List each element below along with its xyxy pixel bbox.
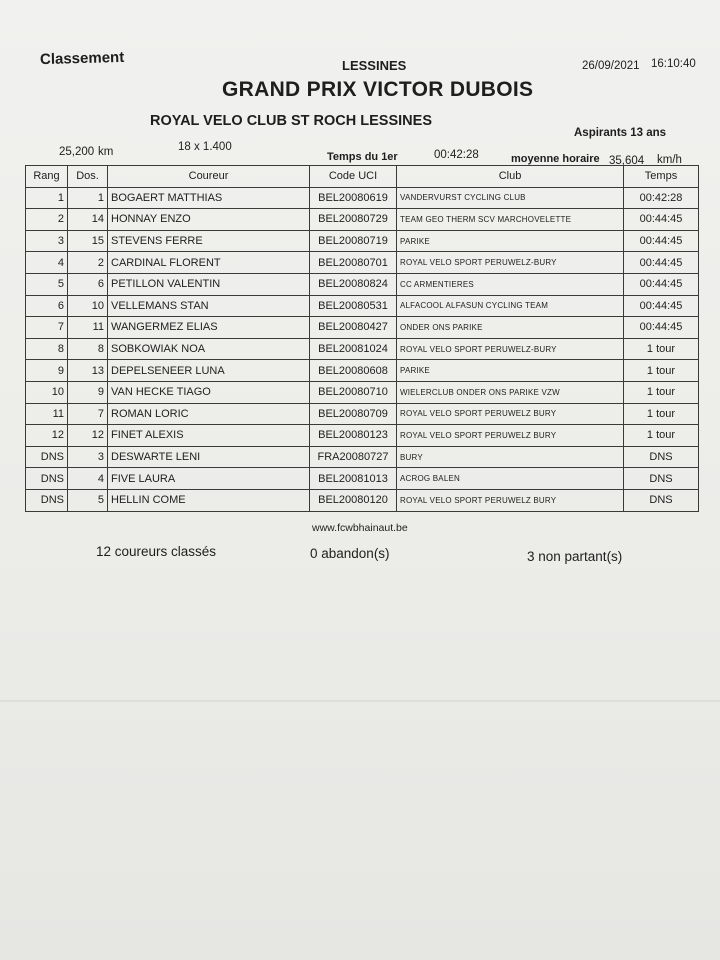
race-category: Aspirants 13 ans	[574, 127, 667, 139]
cell-bib: 12	[68, 425, 108, 447]
document-label: Classement	[39, 48, 125, 69]
average-speed-label: moyenne horaire	[511, 153, 600, 165]
cell-time: 00:44:45	[624, 230, 699, 252]
cell-rider: PETILLON VALENTIN	[108, 273, 310, 295]
table-row	[26, 446, 699, 468]
cell-uci-code: BEL20081013	[310, 468, 397, 490]
cell-bib: 9	[68, 381, 108, 403]
cell-time: 00:44:45	[624, 317, 699, 339]
cell-bib: 5	[68, 489, 108, 511]
cell-rank: 2	[26, 209, 68, 231]
cell-rank: 5	[26, 273, 68, 295]
cell-time: 1 tour	[624, 360, 699, 382]
cell-bib: 8	[68, 338, 108, 360]
table-row	[26, 187, 699, 209]
cell-rank: 9	[26, 360, 68, 382]
cell-uci-code: BEL20080709	[310, 403, 397, 425]
cell-rank: DNS	[26, 468, 68, 490]
cell-bib: 7	[68, 403, 108, 425]
cell-bib: 14	[68, 209, 108, 231]
print-time: 16:10:40	[651, 58, 696, 70]
cell-club: TEAM GEO THERM SCV MARCHOVELETTE	[397, 209, 624, 231]
column-header-rider: Coureur	[108, 166, 310, 188]
winner-time-label: Temps du 1er	[327, 151, 398, 163]
table-row	[26, 489, 699, 511]
race-location: LESSINES	[342, 58, 407, 73]
cell-time: 00:44:45	[624, 273, 699, 295]
cell-time: 00:42:28	[624, 187, 699, 209]
average-speed-value: 35,604	[609, 155, 645, 167]
cell-uci-code: BEL20081024	[310, 338, 397, 360]
cell-rider: CARDINAL FLORENT	[108, 252, 310, 274]
federation-website: www.fcwbhainaut.be	[312, 522, 408, 534]
cell-time: 1 tour	[624, 338, 699, 360]
cell-club: ROYAL VELO SPORT PERUWELZ BURY	[397, 489, 624, 511]
cell-time: 1 tour	[624, 381, 699, 403]
cell-rank: 8	[26, 338, 68, 360]
cell-rider: FIVE LAURA	[108, 468, 310, 490]
cell-club: PARIKE	[397, 230, 624, 252]
cell-club: ROYAL VELO SPORT PERUWELZ BURY	[397, 403, 624, 425]
lap-count: 18 x 1.400	[178, 141, 232, 153]
race-title: GRAND PRIX VICTOR DUBOIS	[222, 78, 534, 101]
cell-time: 1 tour	[624, 425, 699, 447]
cell-uci-code: BEL20080719	[310, 230, 397, 252]
table-row	[26, 381, 699, 403]
cell-rank: 11	[26, 403, 68, 425]
cell-uci-code: BEL20080120	[310, 489, 397, 511]
distance-unit: km	[98, 146, 114, 158]
column-header-club: Club	[397, 166, 624, 188]
column-header-time: Temps	[624, 166, 699, 188]
cell-rank: 10	[26, 381, 68, 403]
cell-rank: 3	[26, 230, 68, 252]
cell-bib: 10	[68, 295, 108, 317]
cell-bib: 1	[68, 187, 108, 209]
cell-rank: 4	[26, 252, 68, 274]
cell-time: DNS	[624, 446, 699, 468]
cell-bib: 3	[68, 446, 108, 468]
cell-bib: 2	[68, 252, 108, 274]
paper-fold	[0, 700, 720, 702]
cell-club: ACROG BALEN	[397, 468, 624, 490]
table-row	[26, 425, 699, 447]
cell-rank: 7	[26, 317, 68, 339]
cell-bib: 11	[68, 317, 108, 339]
cell-uci-code: BEL20080710	[310, 381, 397, 403]
cell-rider: WANGERMEZ ELIAS	[108, 317, 310, 339]
cell-time: DNS	[624, 468, 699, 490]
cell-rider: ROMAN LORIC	[108, 403, 310, 425]
cell-rider: HELLIN COME	[108, 489, 310, 511]
cell-club: PARIKE	[397, 360, 624, 382]
cell-club: BURY	[397, 446, 624, 468]
cell-time: 00:44:45	[624, 209, 699, 231]
cell-uci-code: BEL20080701	[310, 252, 397, 274]
table-row	[26, 209, 699, 231]
table-row	[26, 295, 699, 317]
table-row	[26, 252, 699, 274]
cell-uci-code: BEL20080619	[310, 187, 397, 209]
cell-bib: 15	[68, 230, 108, 252]
cell-rider: STEVENS FERRE	[108, 230, 310, 252]
column-header-rank: Rang	[26, 166, 68, 188]
cell-uci-code: BEL20080608	[310, 360, 397, 382]
cell-club: ALFACOOL ALFASUN CYCLING TEAM	[397, 295, 624, 317]
results-table	[25, 165, 699, 512]
cell-club: WIELERCLUB ONDER ONS PARIKE VZW	[397, 381, 624, 403]
cell-rider: VAN HECKE TIAGO	[108, 381, 310, 403]
table-row	[26, 317, 699, 339]
results-body	[26, 187, 699, 511]
table-header-row	[26, 166, 699, 188]
cell-time: 00:44:45	[624, 295, 699, 317]
print-date: 26/09/2021	[582, 60, 640, 72]
cell-rider: VELLEMANS STAN	[108, 295, 310, 317]
cell-bib: 6	[68, 273, 108, 295]
cell-rank: DNS	[26, 446, 68, 468]
cell-rank: 1	[26, 187, 68, 209]
table-row	[26, 230, 699, 252]
cell-rider: FINET ALEXIS	[108, 425, 310, 447]
cell-club: ONDER ONS PARIKE	[397, 317, 624, 339]
cell-rider: BOGAERT MATTHIAS	[108, 187, 310, 209]
cell-rider: SOBKOWIAK NOA	[108, 338, 310, 360]
table-row	[26, 468, 699, 490]
cell-rank: 12	[26, 425, 68, 447]
cell-club: ROYAL VELO SPORT PERUWELZ BURY	[397, 425, 624, 447]
cell-uci-code: BEL20080824	[310, 273, 397, 295]
cell-uci-code: FRA20080727	[310, 446, 397, 468]
cell-rider: DESWARTE LENI	[108, 446, 310, 468]
classified-count: 12 coureurs classés	[96, 544, 217, 559]
cell-time: 1 tour	[624, 403, 699, 425]
cell-time: DNS	[624, 489, 699, 511]
table-row	[26, 360, 699, 382]
cell-rank: 6	[26, 295, 68, 317]
table-row	[26, 403, 699, 425]
cell-time: 00:44:45	[624, 252, 699, 274]
cell-uci-code: BEL20080427	[310, 317, 397, 339]
table-row	[26, 338, 699, 360]
cell-club: ROYAL VELO SPORT PERUWELZ-BURY	[397, 252, 624, 274]
cell-club: CC ARMENTIERES	[397, 273, 624, 295]
average-speed-unit: km/h	[657, 154, 682, 166]
cell-rank: DNS	[26, 489, 68, 511]
winner-time: 00:42:28	[434, 149, 479, 161]
cell-club: VANDERVURST CYCLING CLUB	[397, 187, 624, 209]
abandon-count: 0 abandon(s)	[310, 546, 390, 561]
non-starter-count: 3 non partant(s)	[527, 549, 623, 564]
cell-uci-code: BEL20080123	[310, 425, 397, 447]
cell-bib: 4	[68, 468, 108, 490]
organizer-name: ROYAL VELO CLUB ST ROCH LESSINES	[150, 113, 432, 129]
cell-uci-code: BEL20080531	[310, 295, 397, 317]
column-header-bib: Dos.	[68, 166, 108, 188]
cell-uci-code: BEL20080729	[310, 209, 397, 231]
cell-bib: 13	[68, 360, 108, 382]
column-header-uci-code: Code UCI	[310, 166, 397, 188]
cell-rider: DEPELSENEER LUNA	[108, 360, 310, 382]
cell-club: ROYAL VELO SPORT PERUWELZ-BURY	[397, 338, 624, 360]
cell-rider: HONNAY ENZO	[108, 209, 310, 231]
distance-value: 25,200	[59, 146, 95, 158]
table-row	[26, 273, 699, 295]
